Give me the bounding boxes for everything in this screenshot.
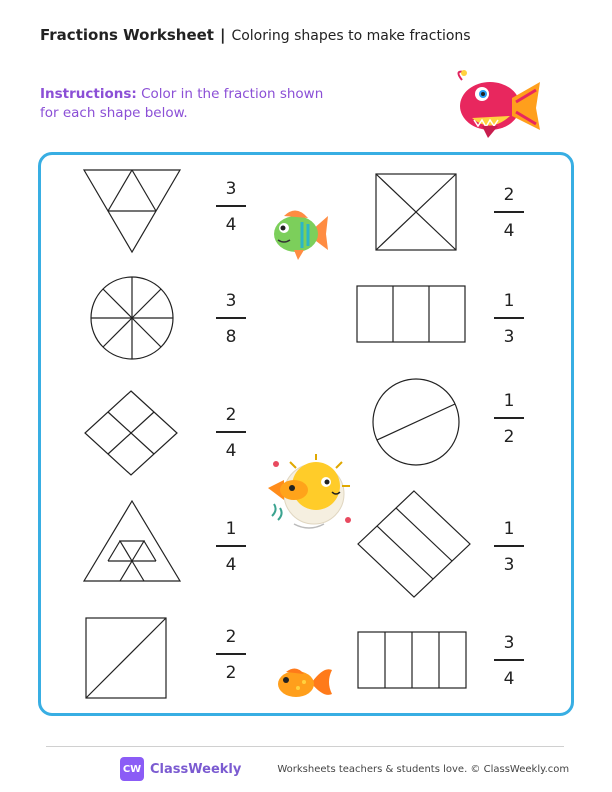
- fraction-1: [216, 178, 246, 236]
- fraction-numerator: 1: [503, 519, 515, 539]
- green-fish-icon: [268, 204, 330, 262]
- fraction-bar: [216, 653, 246, 655]
- fraction-denominator: 4: [225, 214, 237, 235]
- fraction-denominator: 4: [503, 220, 515, 241]
- fraction-8: [494, 518, 524, 576]
- fraction-denominator: 3: [503, 326, 515, 347]
- fraction-4: [494, 290, 524, 348]
- shape-square-diagonal-2-parts[interactable]: [84, 616, 168, 700]
- fraction-bar: [494, 659, 524, 661]
- fraction-7: [216, 518, 246, 576]
- classweekly-logo[interactable]: CW: [120, 757, 144, 781]
- shape-rectangle-3-columns[interactable]: [355, 284, 467, 344]
- fraction-bar: [216, 317, 246, 319]
- fraction-numerator: 2: [225, 627, 237, 647]
- shape-circle-8-parts[interactable]: [88, 274, 176, 362]
- instructions-text: Color in the fraction shown for each shape below.: [40, 86, 324, 121]
- instructions-label: Instructions:: [40, 86, 137, 102]
- footer-divider: [46, 746, 564, 747]
- fraction-numerator: 1: [503, 391, 515, 411]
- fraction-denominator: 3: [503, 554, 515, 575]
- fraction-numerator: 3: [503, 633, 515, 653]
- shape-rectangle-4-columns[interactable]: [356, 630, 468, 690]
- fraction-3: [216, 290, 246, 348]
- fraction-bar: [494, 211, 524, 213]
- anglerfish-icon: [452, 68, 544, 144]
- shape-triangle-4-parts[interactable]: [80, 166, 184, 256]
- pufferfish-icon: [264, 454, 354, 534]
- fraction-numerator: 1: [503, 291, 515, 311]
- worksheet-title: Fractions Worksheet: [40, 26, 214, 44]
- fraction-denominator: 4: [225, 440, 237, 461]
- fraction-denominator: 4: [503, 668, 515, 689]
- title-separator: |: [219, 26, 226, 44]
- fraction-denominator: 8: [225, 326, 237, 347]
- shape-diamond-3-strips[interactable]: [355, 488, 473, 600]
- worksheet-subtitle: Coloring shapes to make fractions: [231, 28, 471, 44]
- shape-triangle-nested-4-parts[interactable]: [80, 498, 184, 584]
- fraction-bar: [216, 431, 246, 433]
- fraction-numerator: 1: [225, 519, 237, 539]
- fraction-bar: [494, 545, 524, 547]
- fraction-5: [216, 404, 246, 462]
- shape-diamond-4-parts[interactable]: [82, 388, 180, 478]
- fraction-numerator: 3: [225, 291, 237, 311]
- fraction-denominator: 2: [503, 426, 515, 447]
- fraction-numerator: 3: [225, 179, 237, 199]
- fraction-bar: [494, 417, 524, 419]
- worksheet-header: [40, 26, 471, 44]
- shape-circle-2-parts[interactable]: [370, 378, 462, 466]
- fraction-6: [494, 390, 524, 448]
- fraction-10: [494, 632, 524, 690]
- goldfish-icon: [272, 662, 334, 702]
- fraction-9: [216, 626, 246, 684]
- brand-name[interactable]: ClassWeekly: [150, 761, 242, 777]
- fraction-denominator: 2: [225, 662, 237, 683]
- shape-square-x-4-parts[interactable]: [374, 172, 458, 252]
- fraction-denominator: 4: [225, 554, 237, 575]
- fraction-bar: [216, 545, 246, 547]
- fraction-numerator: 2: [503, 185, 515, 205]
- fraction-bar: [494, 317, 524, 319]
- footer: [120, 755, 569, 783]
- fraction-2: [494, 184, 524, 242]
- fraction-numerator: 2: [225, 405, 237, 425]
- fraction-bar: [216, 205, 246, 207]
- instructions: [40, 85, 330, 123]
- footer-tagline: Worksheets teachers & students love. © ClassWeekly.com: [277, 763, 570, 775]
